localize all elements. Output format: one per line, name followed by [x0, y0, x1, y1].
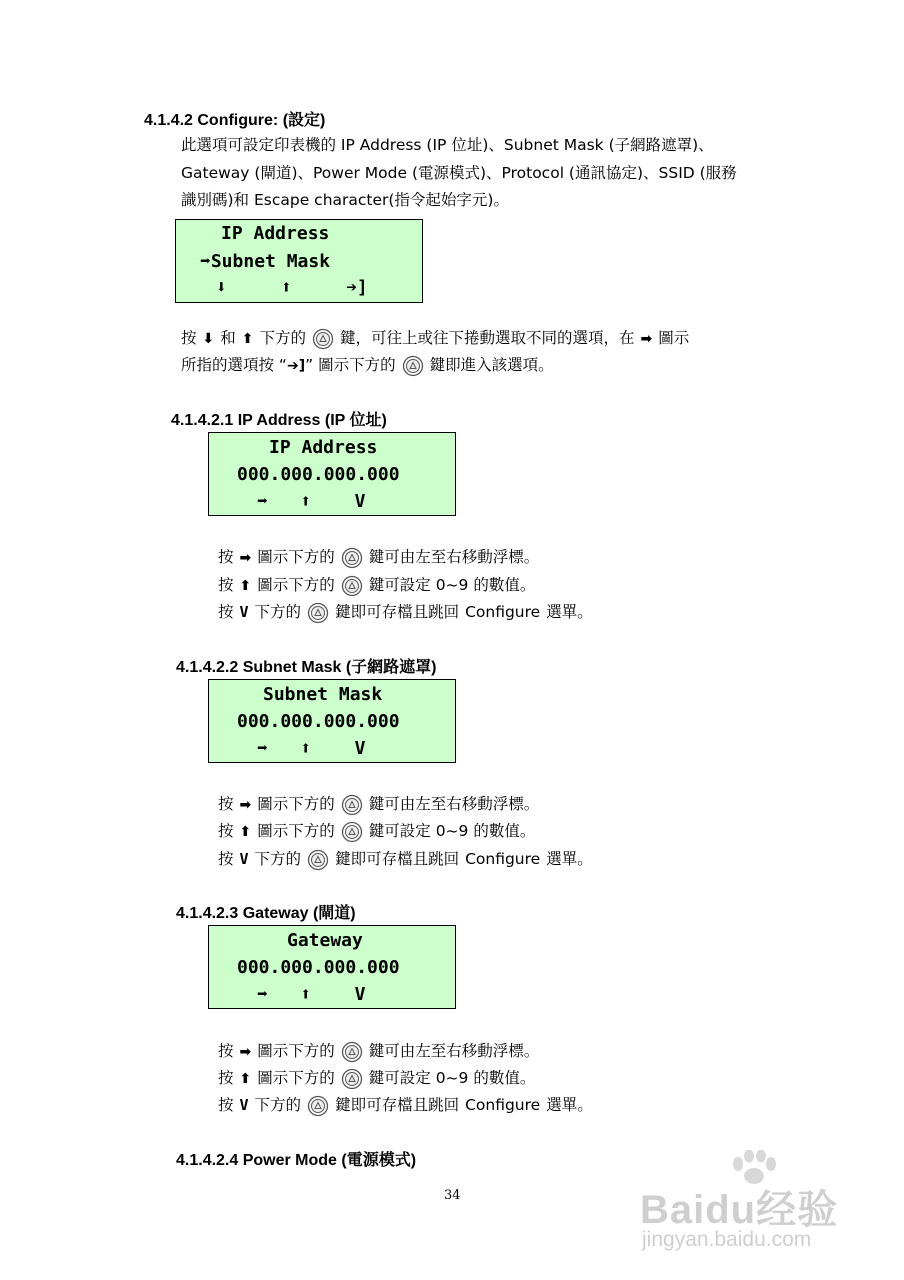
right-arrow-icon: ➡ — [239, 796, 252, 813]
right-arrow-icon: ➡ — [257, 491, 268, 512]
right-arrow-icon: ➡ — [257, 984, 268, 1005]
down-arrow-icon: ⬇ — [202, 330, 215, 347]
down-arrow-icon: ⬇ — [216, 277, 227, 298]
watermark — [640, 1150, 870, 1260]
up-arrow-icon: ⬆ — [239, 823, 252, 840]
nav-instruction-1: 按 ⬇ 和 ⬆ 下方的 鍵，可往上或往下捲動選取不同的選項，在 ➡ 圖示 — [181, 326, 689, 350]
right-arrow-icon: ➡ — [257, 738, 268, 759]
page-number: 34 — [444, 1188, 461, 1203]
section-heading: 4.1.4.2 Configure: (設定) — [144, 112, 326, 129]
softkey-button-icon — [312, 328, 334, 350]
softkey-button-icon — [402, 355, 424, 377]
softkey-button-icon — [341, 1068, 363, 1090]
lcd-softkey-row — [257, 739, 365, 759]
lcd-subnet-mask — [208, 679, 456, 763]
softkey-button-icon — [341, 794, 363, 816]
right-arrow-icon: ➡ — [200, 251, 211, 272]
subnet-instruction-2: 按 ⬆ 圖示下方的 鍵可設定 0~9 的數值。 — [218, 819, 535, 843]
intro-line-2: Gateway (閘道)、Power Mode (電源模式)、Protocol (通訊協定)、SSID (服務 — [181, 164, 737, 182]
subsection-heading-subnet: 4.1.4.2.2 Subnet Mask (子網路遮罩) — [176, 659, 437, 676]
right-arrow-icon: ➡ — [239, 549, 252, 566]
lcd-title: Subnet Mask — [263, 684, 383, 705]
intro-line-3: 識別碼)和 Escape character(指令起始字元)。 — [181, 191, 509, 209]
watermark-url: jingyan.baidu.com — [642, 1228, 812, 1251]
softkey-button-icon — [341, 1041, 363, 1063]
gateway-instruction-2: 按 ⬆ 圖示下方的 鍵可設定 0~9 的數值。 — [218, 1066, 535, 1090]
lcd-title: IP Address — [269, 437, 378, 458]
lcd-softkey-row — [257, 492, 365, 512]
softkey-button-icon — [341, 547, 363, 569]
subsection-heading-power-mode: 4.1.4.2.4 Power Mode (電源模式) — [176, 1152, 417, 1169]
ip-instruction-1: 按 ➡ 圖示下方的 鍵可由左至右移動浮標。 — [218, 545, 539, 569]
up-arrow-icon: ⬆ — [300, 984, 312, 1005]
up-arrow-icon: ⬆ — [300, 491, 312, 512]
lcd-softkey-row — [216, 278, 368, 298]
up-arrow-icon: ⬆ — [239, 1070, 252, 1087]
gateway-instruction-1: 按 ➡ 圖示下方的 鍵可由左至右移動浮標。 — [218, 1039, 539, 1063]
subsection-heading-gateway: 4.1.4.2.3 Gateway (閘道) — [176, 905, 356, 922]
subsection-heading-ip: 4.1.4.2.1 IP Address (IP 位址) — [171, 412, 387, 429]
lcd-configure-menu — [175, 219, 423, 303]
lcd-title: Gateway — [287, 930, 363, 951]
enter-icon: ➔] — [286, 357, 306, 374]
gateway-instruction-3: 按 V 下方的 鍵即可存檔且跳回 Configure 選單。 — [218, 1093, 593, 1117]
lcd-line-2: ➡Subnet Mask — [200, 251, 331, 272]
subnet-instruction-3: 按 V 下方的 鍵即可存檔且跳回 Configure 選單。 — [218, 847, 593, 871]
softkey-button-icon — [307, 1095, 329, 1117]
lcd-softkey-row — [257, 985, 365, 1005]
lcd-ip-address — [208, 432, 456, 516]
softkey-button-icon — [307, 849, 329, 871]
up-arrow-icon: ⬆ — [281, 277, 292, 298]
softkey-button-icon — [307, 602, 329, 624]
up-arrow-icon: ⬆ — [300, 738, 312, 759]
save-key-label: V — [354, 984, 366, 1005]
ip-instruction-3: 按 V 下方的 鍵即可存檔且跳回 Configure 選單。 — [218, 600, 593, 624]
enter-icon: ➔] — [346, 277, 368, 298]
up-arrow-icon: ⬆ — [241, 330, 254, 347]
save-key-label: V — [354, 738, 366, 759]
intro-line-1: 此選項可設定印表機的 IP Address (IP 位址)、Subnet Mask (子網路遮罩)、 — [181, 136, 714, 154]
save-key-label: V — [354, 491, 366, 512]
watermark-logo-text: Baidu经验 — [640, 1188, 839, 1232]
ip-instruction-2: 按 ⬆ 圖示下方的 鍵可設定 0~9 的數值。 — [218, 573, 535, 597]
up-arrow-icon: ⬆ — [239, 577, 252, 594]
lcd-value: 000.000.000.000 — [237, 957, 400, 978]
lcd-value: 000.000.000.000 — [237, 464, 400, 485]
right-arrow-icon: ➡ — [640, 330, 653, 347]
lcd-gateway — [208, 925, 456, 1009]
softkey-button-icon — [341, 821, 363, 843]
lcd-line-1: IP Address — [221, 223, 330, 244]
right-arrow-icon: ➡ — [239, 1043, 252, 1060]
subnet-instruction-1: 按 ➡ 圖示下方的 鍵可由左至右移動浮標。 — [218, 792, 539, 816]
softkey-button-icon — [341, 575, 363, 597]
lcd-value: 000.000.000.000 — [237, 711, 400, 732]
nav-instruction-2: 所指的選項按 “➔]” 圖示下方的 鍵即進入該選項。 — [181, 353, 554, 377]
